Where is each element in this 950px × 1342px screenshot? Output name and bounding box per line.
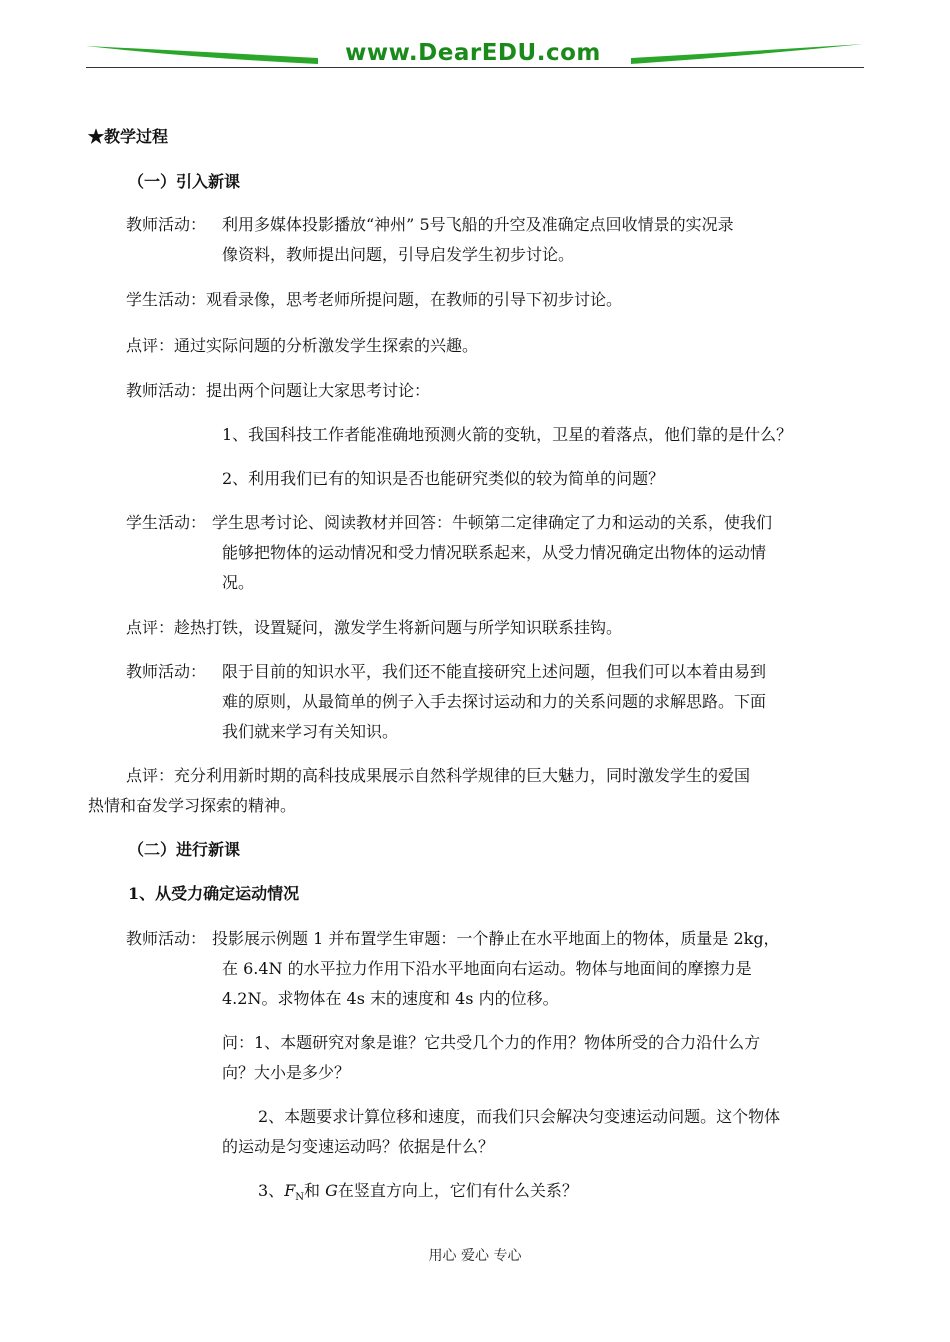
student-activity-2-line2: 能够把物体的运动情况和受力情况联系起来，从受力情况确定出物体的运动情	[222, 543, 767, 562]
comment-2: 点评：趁热打铁，设置疑问，激发学生将新问题与所学知识联系挂钩。	[126, 618, 623, 637]
teacher-activity-3-line1: 限于目前的知识水平，我们还不能直接研究上述问题，但我们可以本着由易到	[222, 662, 767, 681]
teacher-activity-2: 教师活动：提出两个问题让大家思考讨论：	[126, 381, 431, 400]
header-rule	[86, 67, 864, 68]
question-4-line2: 的运动是匀变速运动吗？依据是什么？	[222, 1137, 495, 1156]
left-swoosh	[86, 46, 318, 64]
gravity-symbol: G	[325, 1181, 338, 1200]
subsection-new-lesson: （二）进行新课	[128, 840, 241, 859]
student-activity-2-line3: 况。	[222, 573, 255, 592]
comment-1: 点评：通过实际问题的分析激发学生探索的兴趣。	[126, 336, 479, 355]
question-5-text: 在竖直方向上，它们有什么关系？	[337, 1181, 578, 1200]
teacher-activity-label-4: 教师活动：	[126, 929, 207, 948]
subsection-intro: （一）引入新课	[128, 172, 241, 191]
comment-3-line1: 点评：充分利用新时期的高科技成果展示自然科学规律的巨大魅力，同时激发学生的爱国	[126, 766, 751, 785]
force-symbol: F	[284, 1181, 296, 1200]
student-activity-label: 学生活动：	[126, 513, 207, 532]
comment-3-line2: 热情和奋发学习探索的精神。	[88, 796, 297, 815]
teacher-activity-1-line2: 像资料，教师提出问题，引导启发学生初步讨论。	[222, 245, 575, 264]
question-3-line1: 问：1、本题研究对象是谁？它共受几个力的作用？物体所受的合力沿什么方	[222, 1033, 761, 1052]
teacher-activity-label: 教师活动：	[126, 215, 207, 234]
teacher-activity-4-line2: 在 6.4N 的水平拉力作用下沿水平地面向右运动。物体与地面间的摩擦力是	[222, 959, 752, 978]
page-footer: 用心 爱心 专心	[428, 1248, 522, 1264]
teacher-activity-1-line1: 利用多媒体投影播放“神州” 5号飞船的升空及准确定点回收情景的实况录	[222, 215, 734, 234]
student-activity-2-line1: 学生思考讨论、阅读教材并回答：牛顿第二定律确定了力和运动的关系，使我们	[212, 513, 773, 532]
question-3-line2: 向？大小是多少？	[222, 1063, 351, 1082]
force-subscript: N	[295, 1192, 305, 1204]
teacher-activity-3-line3: 我们就来学习有关知识。	[222, 722, 399, 741]
topic-heading: 1、从受力确定运动情况	[128, 884, 300, 903]
question-4-line1: 2、本题要求计算位移和速度，而我们只会解决匀变速运动问题。这个物体	[258, 1107, 781, 1126]
teacher-activity-3-line2: 难的原则，从最简单的例子入手去探讨运动和力的关系问题的求解思路。下面	[222, 692, 767, 711]
question-5	[258, 1176, 578, 1213]
right-swoosh	[631, 44, 864, 64]
site-logo-text: www.DearEDU.com	[345, 40, 601, 66]
teacher-activity-label-3: 教师活动：	[126, 662, 207, 681]
teacher-activity-4-line1: 投影展示例题 1 并布置学生审题：一个静止在水平地面上的物体，质量是 2kg，	[212, 929, 780, 948]
section-title: ★教学过程	[88, 127, 169, 146]
student-activity-1: 学生活动：观看录像，思考老师所提问题，在教师的引导下初步讨论。	[126, 290, 623, 309]
teacher-activity-4-line3: 4.2N。求物体在 4s 末的速度和 4s 内的位移。	[222, 989, 559, 1008]
question-1: 1、我国科技工作者能准确地预测火箭的变轨，卫星的着落点，他们靠的是什么？	[222, 425, 793, 444]
question-5-and: 和	[304, 1181, 326, 1200]
question-2: 2、利用我们已有的知识是否也能研究类似的较为简单的问题？	[222, 469, 665, 488]
question-5-prefix: 3、	[258, 1181, 285, 1200]
